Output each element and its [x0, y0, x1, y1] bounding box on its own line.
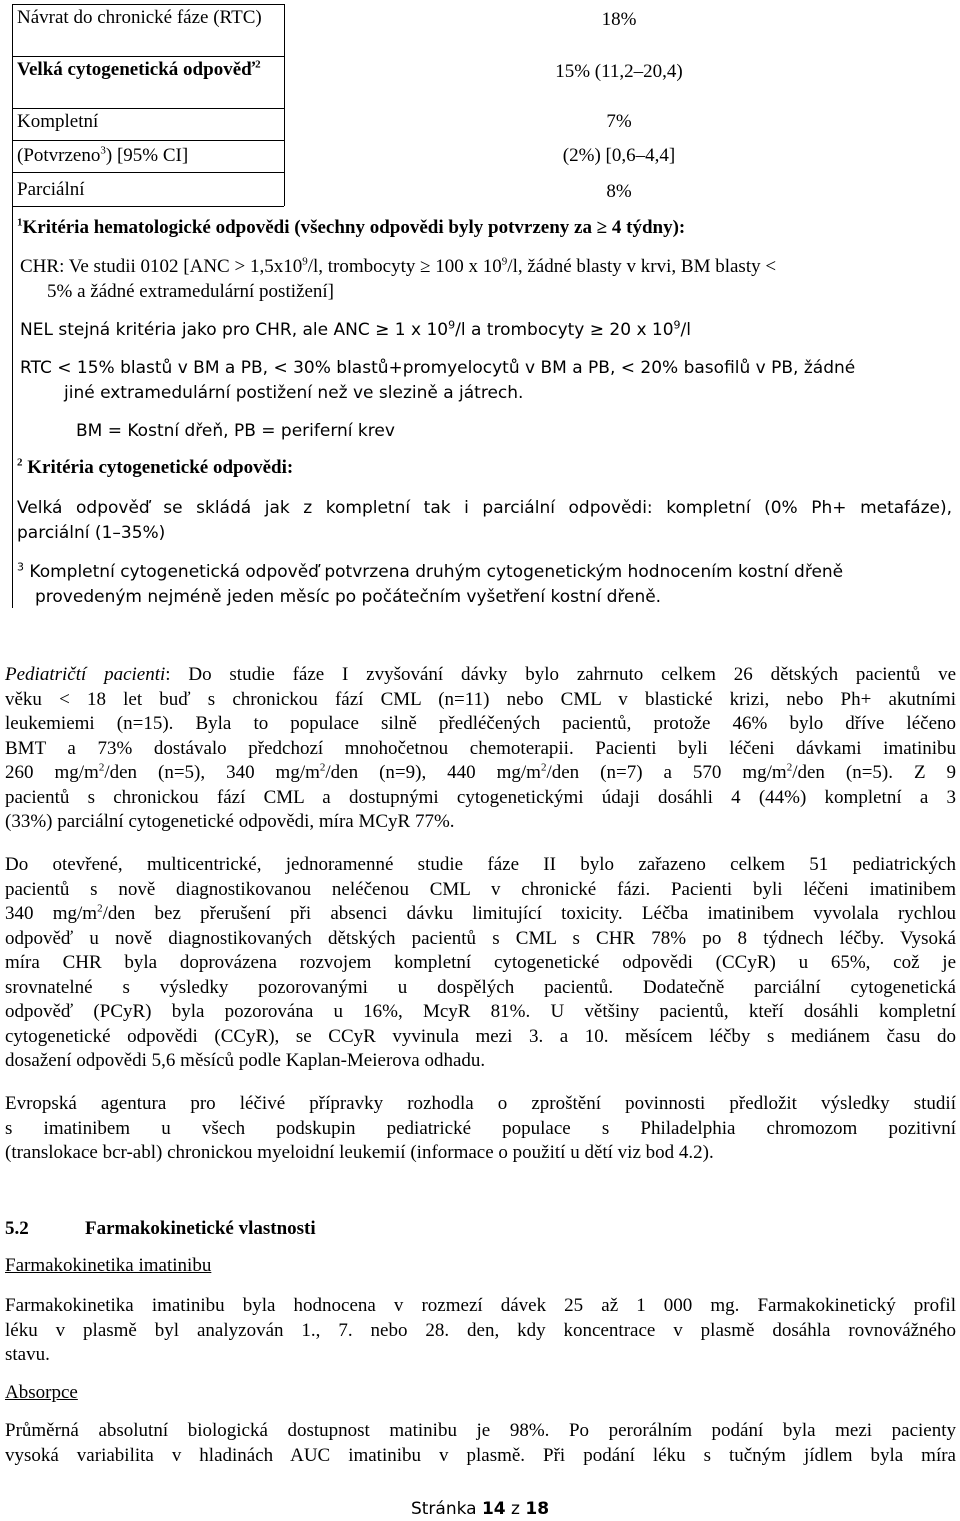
table-row-label: Velká cytogenetická odpověď$^2$ [17, 58, 261, 80]
table-border [12, 172, 284, 173]
table-column-divider [284, 4, 285, 206]
page-total: 18 [525, 1499, 550, 1519]
footnote-3: $^3$ Kompletní cytogenetická odpověď potvrzena druhým cytogenetickým hodnocením kostní dřeně [17, 560, 844, 582]
table-row-label: Kompletní [17, 111, 99, 132]
section-number: 5.2 [5, 1218, 29, 1239]
page-footer: Stránka 14 z 18 [410, 1499, 550, 1519]
paragraph-absorption: Průměrná absolutní biologická dostupnost matinibu je 98%. Po perorálním podání byla mezi pacienty vysoká variabilita v hladinách AUC imatinibu v plasmě. Při podání léku s tučným jídlem byla míra [5, 1420, 956, 1466]
table-row-label: Návrat do chronické fáze (RTC) [17, 7, 262, 28]
footnote-nel: NEL stejná kritéria jako pro CHR, ale ANC ≥ 1 x $10^9/l$ a trombocyty ≥ 20 x $10^9/l$ [20, 318, 691, 340]
paragraph-pediatric: Pediatričtí pacienti: Do studie fáze I zvyšování dávky bylo zahrnuto celkem 26 dětských pacientů ve věku < 18 let buď s chronickou fází CML (n=11) nebo CML v blastické krizi, nebo Ph+ akutními leukemiemi (n=15). Byla to populace silně předléčených pacientů, protože 46% bylo dříve léčeno BMT a 73% dostávalo předchozí mnohočetnou chemoterapii. Pacienti byli léčeni dávkami imatinibu 260 $mg/m^2$/den (n=5), 340 $mg/m^2$/den (n=9), 440 $mg/m^2$/den (n=7) a 570 $mg/m^2$/den (n=5). Z 9 pacientů s chronickou fází CML a dostupnými cytogenetickými údaji dosáhli 4 (44%) kompletní a 3 (33%) parciální cytogenetické odpovědi, míra MCyR 77%. [5, 664, 957, 832]
footnote-3-cont: provedeným nejméně jeden měsíc po počátečním vyšetření kostní dřeně. [35, 587, 662, 607]
table-border-left [12, 4, 13, 608]
table-border [12, 140, 284, 141]
footnote-rtc: RTC < 15% blastů v BM a PB, < 30% blastů+promyelocytů v BM a PB, < 20% basofilů v PB, žádné [20, 358, 856, 378]
table-row-label: (Potvrzeno$^3$) [95% CI] [17, 144, 189, 166]
footnote-chr-cont: 5% a žádné extramedulární postižení] [47, 281, 334, 302]
section-title: Farmakokinetické vlastnosti [85, 1218, 316, 1239]
footnote-2-text: Velká odpověď se skládá jak z kompletní tak i parciální odpovědi: kompletní (0% Ph+ metafáze), [17, 498, 952, 518]
paragraph-pharmacokinetics: Farmakokinetika imatinibu byla hodnocena v rozmezí dávek 25 až 1 000 mg. Farmakokinetický profil léku v plasmě byl analyzován 1., 7. nebo 28. den, kdy koncentrace v plasmě dosáhla rovnovážného stavu. [5, 1295, 956, 1365]
table-row-value: 18% [601, 9, 637, 30]
table-border [12, 108, 284, 109]
paragraph-ema-waiver: Evropská agentura pro léčivé přípravky rozhodla o zproštění povinnosti předložit výsledky studií s imatinibem u všech podskupin pediatrické populace s Philadelphia chromozom pozitivní (translokace bcr-abl) chronickou myeloidní leukemií (informace o použití u dětí viz bod 4.2). [5, 1093, 956, 1163]
table-border [12, 206, 284, 207]
paragraph-phase-2-study: Do otevřené, multicentrické, jednoramenné studie fáze II bylo zařazeno celkem 51 pediatrických pacientů s nově diagnostikovanou neléčenou CML v chronické fázi. Pacienti byli léčeni imatinibem 340 $mg/m^2$/den bez přerušení při absenci dávku limitující toxicity. Léčba imatinibem vyvolala rychlou odpověď u nově diagnostikovaných dětských pacientů s CML s CHR 78% po 8 týdnech léčby. Vysoká míra CHR byla doprovázena rozvojem kompletní cytogenetické odpovědi (CCyR) u 65%, což je srovnatelné s výsledky pozorovanými u dospělých pacientů. Dodatečně parciální cytogenetická odpověď (PCyR) byla pozorována u 16%, McyR 81%. U většiny pacientů, kteří dosáhli kompletní cytogenetické odpovědi (CCyR), se CCyR vyvinula mezi 3. a 10. měsícem léčby s mediánem času do dosažení odpovědi 5,6 měsíců podle Kaplan-Meierova odhadu. [5, 854, 957, 1071]
footnote-2-title: $^2$ Kritéria cytogenetické odpovědi: [17, 456, 294, 478]
page-number: 14 [481, 1499, 506, 1519]
footnote-rtc-cont: jiné extramedulární postižení než ve slezině a játrech. [64, 383, 524, 403]
subheading-absorption: Absorpce [5, 1382, 78, 1403]
table-border [12, 56, 284, 57]
table-border-top [12, 4, 284, 5]
subheading-pharmacokinetics: Farmakokinetika imatinibu [5, 1255, 212, 1276]
footnote-chr: CHR: Ve studii 0102 [$ANC > 1,5x10^9/l$, trombocyty ≥ 100 x $10^9/l$, žádné blasty v krvi, BM blasty < [20, 255, 777, 277]
table-row-value: (2%) [0,6–4,4] [562, 145, 676, 166]
footnote-1-title: $^1$Kritéria hematologické odpovědi (všechny odpovědi byly potvrzeny za ≥ 4 týdny): [17, 216, 686, 238]
footnote-2-text-cont: parciální (1–35%) [17, 523, 166, 543]
table-row-label: Parciální [17, 179, 85, 200]
table-row-value: 8% [606, 181, 632, 202]
table-row-value: 7% [606, 111, 632, 132]
footnote-abbreviations: BM = Kostní dřeň, PB = periferní krev [76, 421, 395, 441]
table-row-value: 15% (11,2–20,4) [555, 61, 683, 82]
